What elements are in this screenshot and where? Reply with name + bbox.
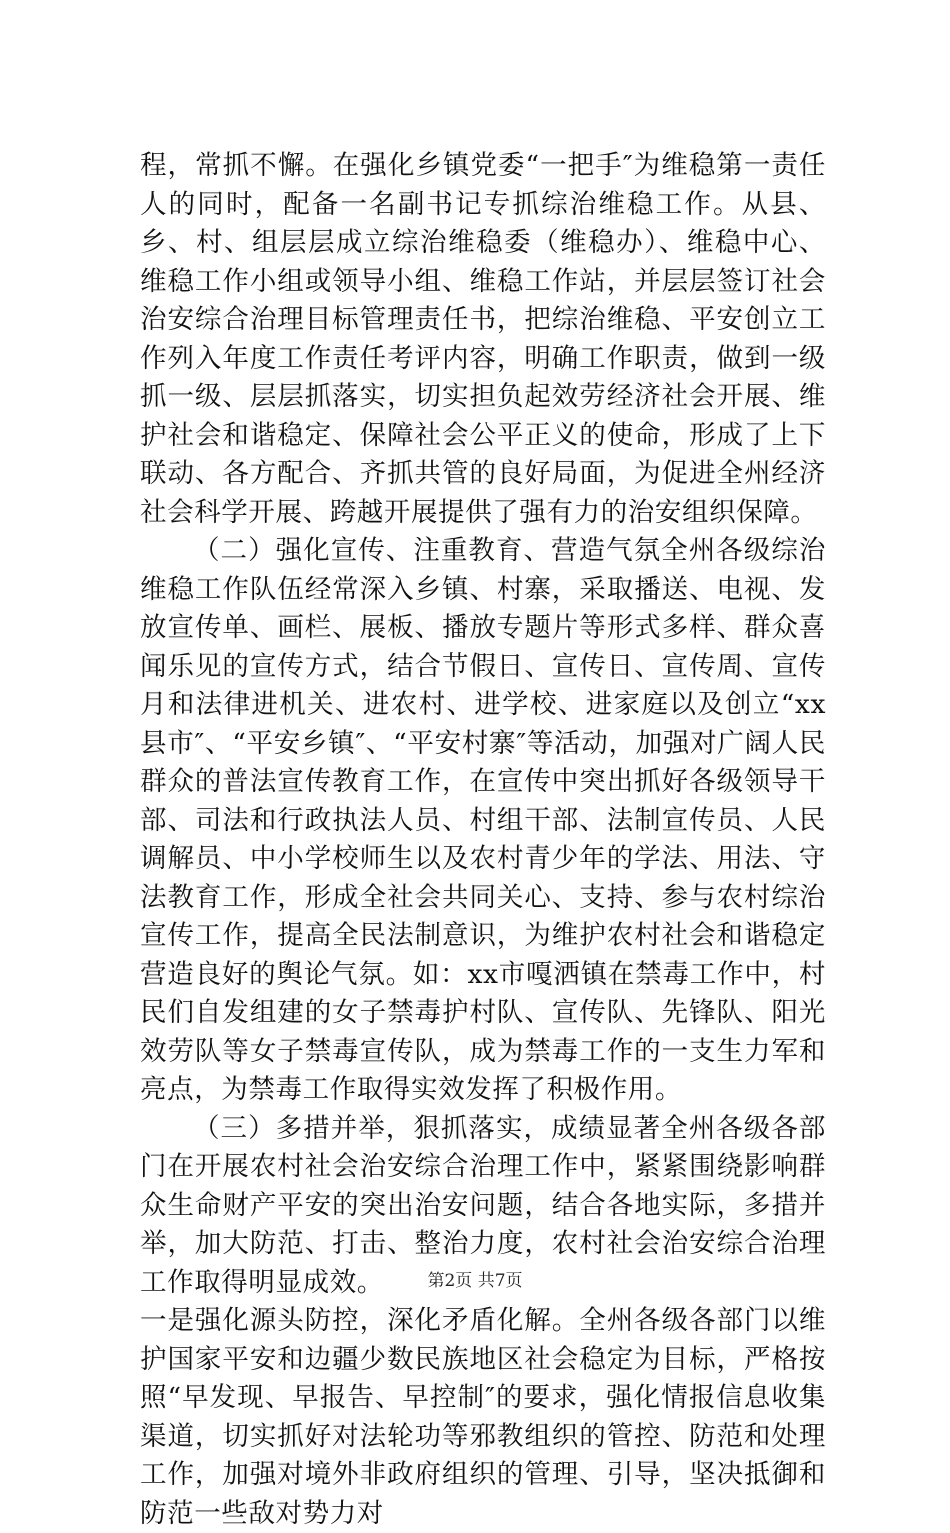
page-footer: 第2页 共7页 (427, 1271, 523, 1291)
paragraph-section-2: （二）强化宣传、注重教育、营造气氛全州各级综治维稳工作队伍经常深入乡镇、村寨，采取播送、电视、发放宣传单、画栏、展板、播放专题片等形式多样、群众喜闻乐见的宣传方式，结合节假日、宣传日、宣传周、宣传月和法律进机关、进农村、进学校、进家庭以及创立“xx县市″、“平安乡镇″、“平安村寨″等活动，加强对广阔人民群众的普法宣传教育工作，在宣传中突出抓好各级领导干部、司法和行政执法人员、村组干部、法制宣传员、人民调解员、中小学校师生以及农村青少年的学法、用法、守法教育工作，形成全社会共同关心、支持、参与农村综治宣传工作，提高全民法制意识，为维护农村社会和谐稳定营造良好的舆论气氛。如：xx市嘎洒镇在禁毒工作中，村民们自发组建的女子禁毒护村队、宣传队、先锋队、阳光效劳队等女子禁毒宣传队，成为禁毒工作的一支生力军和亮点，为禁毒工作取得实效发挥了积极作用。 (140, 535, 826, 1105)
paragraph-continuation: 程，常抓不懈。在强化乡镇党委“一把手″为维稳第一责任人的同时，配备一名副书记专抓综治维稳工作。从县、乡、村、组层层成立综治维稳委（维稳办）、维稳中心、维稳工作小组或领导小组、维稳工作站，并层层签订社会治安综合治理目标管理责任书，把综治维稳、平安创立工作列入年度工作责任考评内容，明确工作职责，做到一级抓一级、层层抓落实，切实担负起效劳经济社会开展、维护社会和谐稳定、保障社会公平正义的使命，形成了上下联动、各方配合、齐抓共管的良好局面，为促进全州经济社会科学开展、跨越开展提供了强有力的治安组织保障。 (140, 150, 826, 528)
document-body (140, 147, 826, 1533)
paragraph-section-3: （三）多措并举，狠抓落实，成绩显著全州各级各部门在开展农村社会治安综合治理工作中，紧紧围绕影响群众生命财产平安的突出治安问题，结合各地实际，多措并举，加大防范、打击、整治力度，农村社会治安综合治理工作取得明显成效。 (140, 1112, 826, 1298)
paragraph-point-1: 一是强化源头防控，深化矛盾化解。全州各级各部门以维护国家平安和边疆少数民族地区社会稳定为目标，严格按照“早发现、早报告、早控制″的要求，强化情报信息收集渠道，切实抓好对法轮功等邪教组织的管控、防范和处理工作，加强对境外非政府组织的管理、引导，坚决抵御和防范一些敌对势力对 (140, 1305, 826, 1529)
